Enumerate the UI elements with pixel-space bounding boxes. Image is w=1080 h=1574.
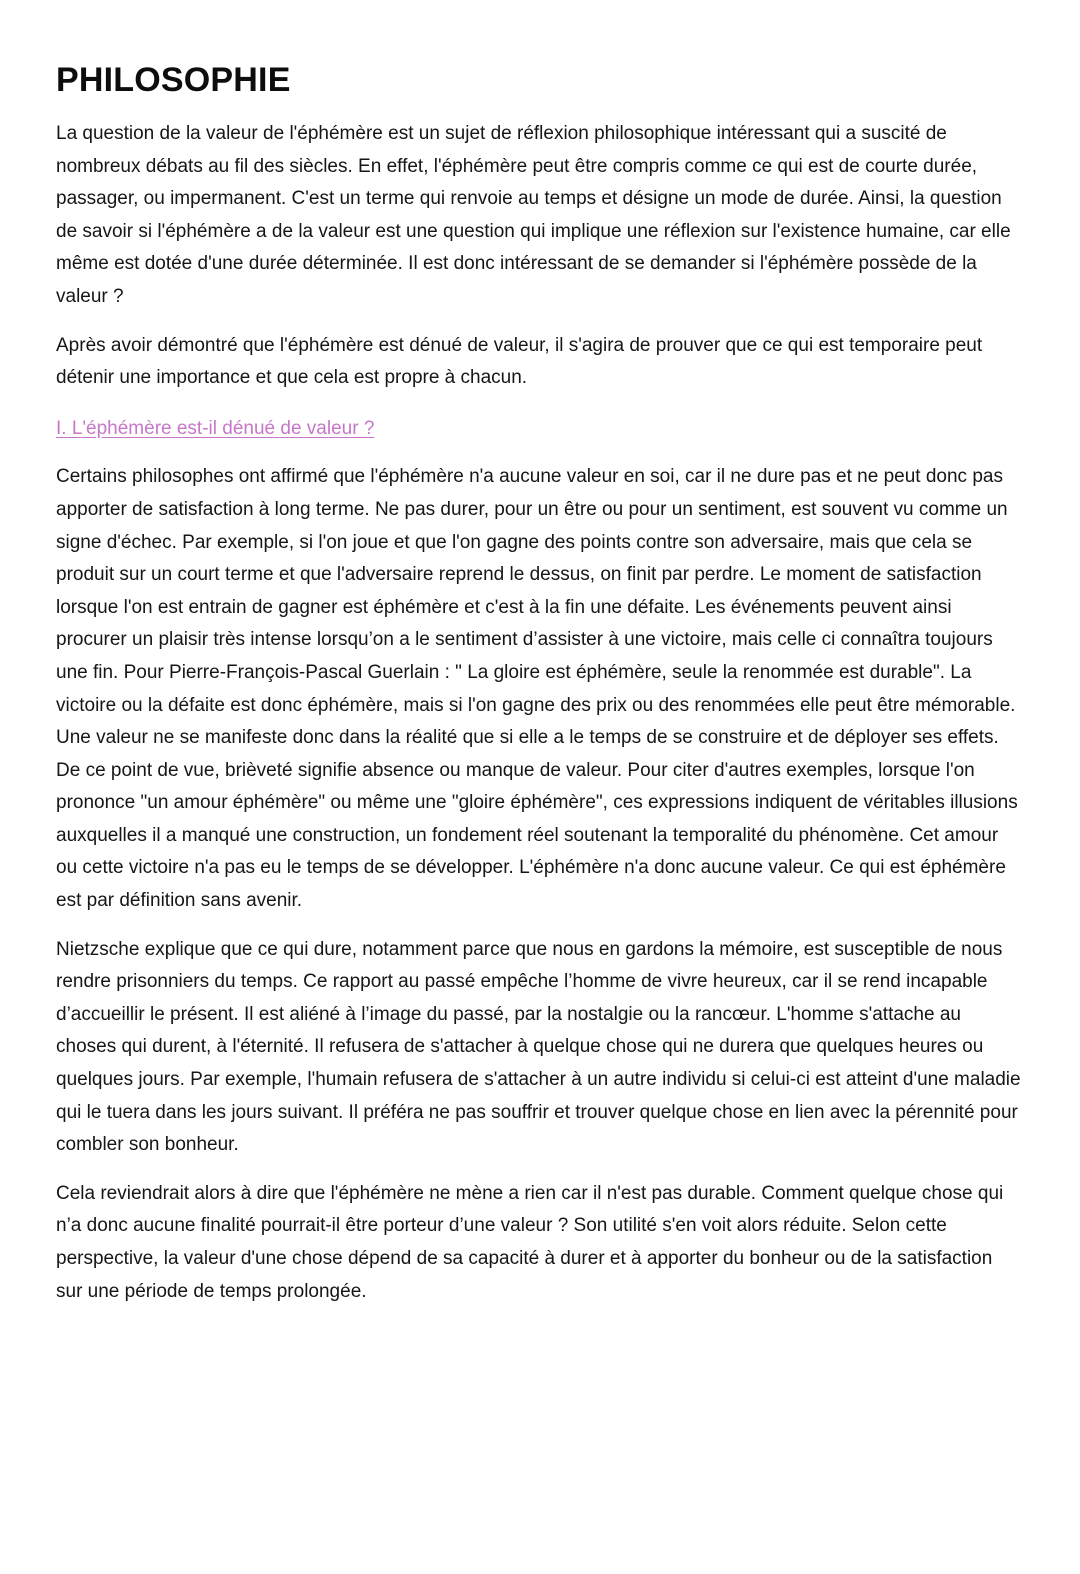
document-page xyxy=(56,56,1022,1324)
plan-paragraph: Après avoir démontré que l'éphémère est dénué de valeur, il s'agira de prouver que ce qui est temporaire peut détenir une importance et que cela est propre à chacun. xyxy=(56,334,983,389)
section-paragraph-1: Certains philosophes ont affirmé que l'éphémère n'a aucune valeur en soi, car il ne dure pas et ne peut donc pas apporter de satisfaction à long terme. Ne pas durer, pour un être ou pour un sentiment, est souvent vu comme un signe d'échec. Par exemple, si l'on joue et que l'on gagne des points contre son adversaire, mais que cela se produit sur un court terme et que l'adversaire reprend le dessus, on finit par perdre. Le moment de satisfaction lorsque l'on est entrain de gagner est éphémère et c'est à la fin une défaite. Les événements peuvent ainsi procurer un plaisir très intense lorsqu’on a le sentiment d’assister à une victoire, mais celle ci connaîtra toujours une fin. Pour Pierre-François-Pascal Guerlain : " La gloire est éphémère, seule la renommée est durable". La victoire ou la défaite est donc éphémère, mais si l'on gagne des prix ou des renommées elle peut être mémorable. Une valeur ne se manifeste donc dans la réalité que si elle a le temps de se construire et de déployer ses effets. De ce point de vue, brièveté signifie absence ou manque de valeur. Pour citer d'autres exemples, lorsque l'on prononce "un amour éphémère" ou même une "gloire éphémère", ces expressions indiquent de véritables illusions auxquelles il a manqué une construction, un fondement réel soutenant la temporalité du phénomène. Cet amour ou cette victoire n'a pas eu le temps de se développer. L'éphémère n'a donc aucune valeur. Ce qui est éphémère est par définition sans avenir. xyxy=(56,466,1018,912)
section-paragraph-3: Cela reviendrait alors à dire que l'éphémère ne mène a rien car il n'est pas durable. Comment quelque chose qui n’a donc aucune finalité pourrait-il être porteur d’une valeur ? Son utilité s'en voit alors réduite. Selon cette perspective, la valeur d'une chose dépend de sa capacité à durer et à apporter du bonheur ou de la satisfaction sur une période de temps prolongée. xyxy=(56,1182,1004,1302)
section-paragraph-2: Nietzsche explique que ce qui dure, notamment parce que nous en gardons la mémoire, est susceptible de nous rendre prisonniers du temps. Ce rapport au passé empêche l’homme de vivre heureux, car il se rend incapable d’accueillir le présent. Il est aliéné à l’image du passé, par la nostalgie ou la rancœur. L'homme s'attache au choses qui durent, à l'éternité. Il refusera de s'attacher à quelque chose qui ne durera que quelques heures ou quelques jours. Par exemple, l'humain refusera de s'attacher à un autre individu si celui-ci est atteint d'une maladie qui le tuera dans les jours suivant. Il préféra ne pas souffrir et trouver quelque chose en lien avec la pérennité pour combler son bonheur. xyxy=(56,938,1021,1156)
section-heading-link[interactable]: I. L'éphémère est-il dénué de valeur ? xyxy=(56,417,375,439)
intro-paragraph: La question de la valeur de l'éphémère est un sujet de réflexion philosophique intéressant qui a suscité de nombreux débats au fil des siècles. En effet, l'éphémère peut être compris comme ce qui est de courte durée, passager, ou impermanent. C'est un terme qui renvoie au temps et désigne un mode de durée. Ainsi, la question de savoir si l'éphémère a de la valeur est une question qui implique une réflexion sur l'existence humaine, car elle même est dotée d'une durée déterminée. Il est donc intéressant de se demander si l'éphémère possède de la valeur ? xyxy=(56,123,1011,307)
page-title: PHILOSOPHIE xyxy=(56,61,291,99)
